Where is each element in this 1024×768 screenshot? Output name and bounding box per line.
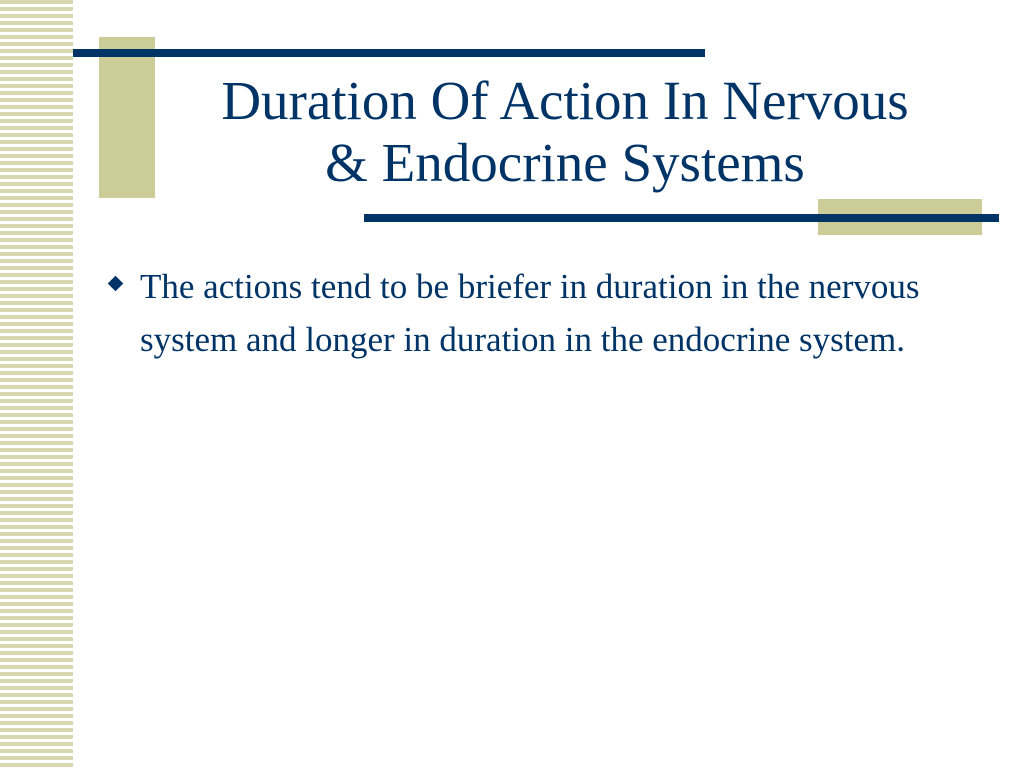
title-rule-top [73, 49, 705, 57]
bullet-list [104, 260, 964, 366]
decorative-stripes [0, 0, 73, 768]
bullet-item [104, 260, 964, 366]
slide-title [155, 70, 975, 194]
slide-title-line-1: Duration Of Action In Nervous [221, 70, 909, 131]
diamond-bullet-icon [108, 276, 124, 292]
title-rule-bottom [364, 214, 999, 222]
bullet-text: The actions tend to be briefer in duration in the nervous system and longer in duration in the endocrine system. [140, 267, 920, 359]
accent-block-left [99, 37, 155, 198]
slide-title-line-2: & Endocrine Systems [325, 132, 805, 193]
